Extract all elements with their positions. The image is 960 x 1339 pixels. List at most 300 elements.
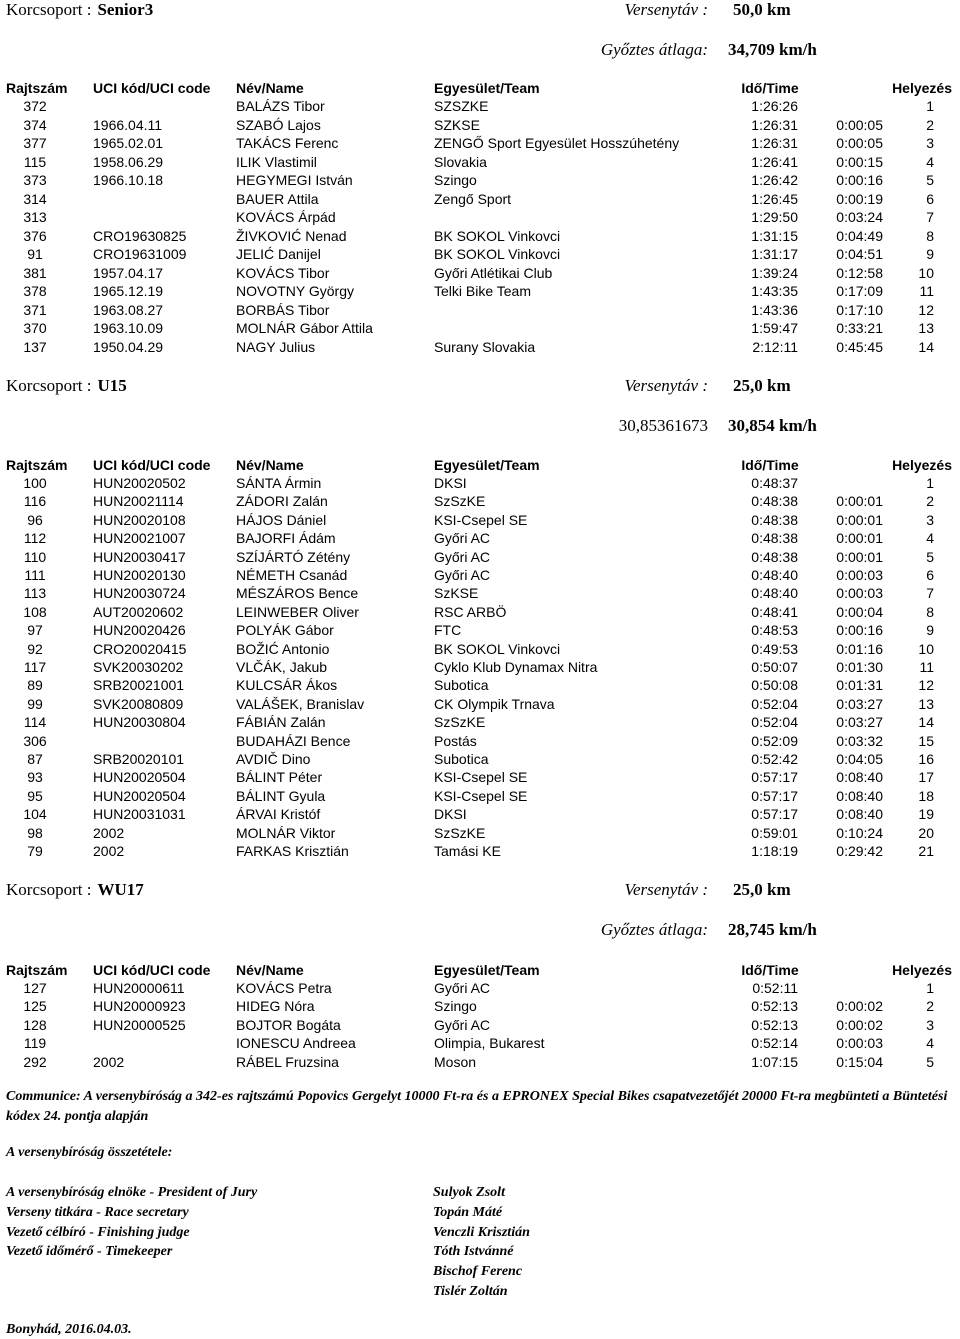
placing: 17 <box>918 769 934 786</box>
time-gap: 0:10:24 <box>836 824 883 841</box>
table-row <box>0 245 960 263</box>
time-gap: 0:01:30 <box>836 659 883 675</box>
bib-number: 91 <box>27 246 43 262</box>
bib-number: 137 <box>23 338 47 355</box>
time-gap: 0:04:05 <box>836 751 883 767</box>
rider-name: RÁBEL Fruzsina <box>236 1053 339 1070</box>
header-time: Idő/Time <box>741 962 799 978</box>
finish-time: 1:31:15 <box>751 227 798 244</box>
placing: 21 <box>918 843 934 859</box>
category-section <box>0 880 960 1081</box>
header-team: Egyesület/Team <box>434 80 540 96</box>
table-row <box>0 603 960 621</box>
category-section <box>0 376 960 870</box>
time-gap: 0:00:01 <box>836 548 883 565</box>
time-gap: 0:00:16 <box>836 172 883 188</box>
placing: 11 <box>919 659 934 675</box>
team-name: Győri AC <box>434 548 491 565</box>
placing: 3 <box>926 135 934 151</box>
header-time: Idő/Time <box>741 80 799 96</box>
rider-name: SZÍJÁRTÓ Zétény <box>236 548 351 565</box>
team-name: Győri AC <box>434 530 491 547</box>
time-gap: 0:00:02 <box>836 998 883 1015</box>
header-name: Név/Name <box>236 80 304 96</box>
rider-name: FÁBIÁN Zalán <box>236 714 326 731</box>
bib-number: 98 <box>27 824 43 841</box>
bib-number: 112 <box>23 530 47 547</box>
placing: 10 <box>918 640 934 657</box>
distance-value: 25,0 km <box>733 376 791 395</box>
rider-name: KOVÁCS Tibor <box>236 264 330 281</box>
header-team: Egyesület/Team <box>434 962 540 978</box>
finish-time: 0:57:17 <box>751 806 798 823</box>
time-gap: 0:17:10 <box>836 301 883 318</box>
finish-time: 2:12:11 <box>752 338 798 355</box>
time-gap: 0:04:51 <box>836 246 883 262</box>
uci-code: HUN20020504 <box>93 787 186 804</box>
table-row <box>0 97 960 115</box>
uci-code: HUN20020504 <box>93 769 186 786</box>
bib-number: 116 <box>23 493 47 510</box>
rider-name: SÁNTA Ármin <box>236 475 322 491</box>
placing: 4 <box>926 153 934 170</box>
finish-time: 0:52:13 <box>751 1016 798 1033</box>
table-row <box>0 695 960 713</box>
finish-time: 0:48:38 <box>751 530 798 547</box>
time-gap: 0:00:05 <box>836 116 883 133</box>
bib-number: 373 <box>23 172 47 188</box>
finish-time: 0:52:14 <box>751 1035 798 1052</box>
table-row <box>0 732 960 750</box>
finish-time: 0:48:41 <box>751 603 798 620</box>
rider-name: LEINWEBER Oliver <box>236 603 359 620</box>
table-row <box>0 1016 960 1034</box>
time-gap: 0:00:16 <box>836 622 883 639</box>
placing: 1 <box>926 980 934 996</box>
uci-code: SRB20021001 <box>93 677 185 694</box>
finish-time: 1:26:26 <box>751 98 798 114</box>
time-gap: 0:08:40 <box>836 769 883 786</box>
bib-number: 117 <box>23 659 47 675</box>
bib-number: 93 <box>27 769 43 786</box>
table-row <box>0 787 960 805</box>
finish-time: 1:26:31 <box>751 116 798 133</box>
uci-code: 1957.04.17 <box>93 264 164 281</box>
time-gap: 0:01:16 <box>836 640 883 657</box>
header-name: Név/Name <box>236 457 304 473</box>
jury-member: Venczli Krisztián <box>433 1224 530 1240</box>
team-name: Olimpia, Bukarest <box>434 1035 545 1052</box>
time-gap: 0:03:24 <box>836 209 883 225</box>
rider-name: KOVÁCS Árpád <box>236 209 336 225</box>
average-speed: 28,745 km/h <box>728 920 817 939</box>
placing: 12 <box>918 301 934 318</box>
rider-name: NOVOTNY György <box>236 283 354 299</box>
team-name: KSI-Csepel SE <box>434 787 528 804</box>
time-gap: 0:33:21 <box>836 320 883 336</box>
table-row <box>0 621 960 639</box>
table-row <box>0 640 960 658</box>
finish-time: 0:52:13 <box>751 998 798 1015</box>
table-row <box>0 676 960 694</box>
time-gap: 0:08:40 <box>836 787 883 804</box>
rider-name: BALÁZS Tibor <box>236 98 325 114</box>
average-label: Győztes átlaga: <box>600 40 708 59</box>
bib-number: 113 <box>23 585 47 602</box>
placing: 9 <box>926 246 934 262</box>
header-uci: UCI kód/UCI code <box>93 80 211 96</box>
time-gap: 0:00:15 <box>836 153 883 170</box>
rider-name: ÁRVAI Kristóf <box>236 806 321 823</box>
jury-role: Vezető célbíró - Finishing judge <box>6 1224 190 1240</box>
jury-role: Vezető időmérő - Timekeeper <box>6 1244 173 1260</box>
team-name: Zengő Sport <box>434 190 512 207</box>
table-row <box>0 979 960 997</box>
rider-name: JELIĆ Danijel <box>236 246 321 262</box>
uci-code: 1966.10.18 <box>93 172 164 188</box>
finish-time: 0:48:53 <box>751 622 798 639</box>
rider-name: HEGYMEGI István <box>236 172 353 188</box>
placing: 4 <box>926 1035 934 1052</box>
bib-number: 87 <box>27 751 43 767</box>
average-label: Győztes átlaga: <box>600 920 708 939</box>
uci-code: HUN20021114 <box>93 493 184 510</box>
category-label: Korcsoport : <box>6 0 92 19</box>
placing: 19 <box>918 806 934 823</box>
bib-number: 372 <box>23 98 47 114</box>
table-row <box>0 301 960 319</box>
rider-name: HIDEG Nóra <box>236 998 315 1015</box>
team-name: KSI-Csepel SE <box>434 511 528 528</box>
table-row <box>0 171 960 189</box>
category-value: U15 <box>97 376 127 395</box>
table-row <box>0 713 960 731</box>
time-gap: 0:15:04 <box>836 1053 883 1070</box>
jury-member: Tislér Zoltán <box>433 1284 508 1299</box>
finish-time: 0:48:40 <box>751 567 798 583</box>
uci-code: CRO20020415 <box>93 640 187 657</box>
team-name: DKSI <box>434 806 467 823</box>
uci-code: 2002 <box>93 843 125 859</box>
placing: 3 <box>926 1016 934 1033</box>
table-row <box>0 190 960 208</box>
finish-time: 1:26:41 <box>751 153 798 170</box>
uci-code: 1963.08.27 <box>93 301 164 318</box>
team-name: BK SOKOL Vinkovci <box>434 640 561 657</box>
team-name: Moson <box>434 1053 477 1070</box>
rider-name: KOVÁCS Petra <box>236 980 332 996</box>
uci-code: HUN20020502 <box>93 475 186 491</box>
table-row <box>0 566 960 584</box>
finish-time: 1:18:19 <box>751 843 798 859</box>
placing: 2 <box>926 116 934 133</box>
bib-number: 370 <box>23 320 47 336</box>
placing: 7 <box>926 585 934 602</box>
finish-time: 0:48:38 <box>751 493 798 510</box>
bib-number: 104 <box>23 806 47 823</box>
placing: 6 <box>926 190 934 207</box>
bib-number: 127 <box>23 980 47 996</box>
time-gap: 0:03:27 <box>836 695 883 712</box>
communique: Communice: A versenybíróság a 342-es rajtszámú Popovics Gergelyt 10000 Ft-ra és a EPRONEX Special Bikes csapatvezetőjét 20000 Ft-ra megbünteti a Büntetési kódex 24. pontja alapján <box>6 1089 948 1124</box>
finish-time: 0:50:08 <box>751 677 798 694</box>
category-value: Senior3 <box>97 0 154 19</box>
time-gap: 0:01:31 <box>836 677 883 694</box>
team-name: Subotica <box>434 751 489 767</box>
team-name: BK SOKOL Vinkovci <box>434 246 561 262</box>
finish-time: 0:52:42 <box>751 751 798 767</box>
placing: 6 <box>926 567 934 583</box>
time-gap: 0:03:32 <box>836 732 883 749</box>
placing: 20 <box>918 824 934 841</box>
placing: 8 <box>926 603 934 620</box>
uci-code: AUT20020602 <box>93 603 184 620</box>
rider-name: IONESCU Andreea <box>236 1035 356 1052</box>
placing: 16 <box>918 751 934 767</box>
table-row <box>0 319 960 337</box>
uci-code: HUN20030417 <box>93 548 186 565</box>
jury-member: Sulyok Zsolt <box>433 1185 505 1200</box>
bib-number: 381 <box>23 264 47 281</box>
table-row <box>0 1034 960 1052</box>
bib-number: 292 <box>23 1053 47 1070</box>
header-bib: Rajtszám <box>6 457 68 473</box>
time-gap: 0:17:09 <box>836 283 883 299</box>
rider-name: ŽIVKOVIĆ Nenad <box>236 227 347 244</box>
bib-number: 314 <box>23 190 47 207</box>
rider-name: BAUER Attila <box>236 190 319 207</box>
time-gap: 0:04:49 <box>836 227 883 244</box>
table-row <box>0 997 960 1015</box>
finish-time: 0:49:53 <box>751 640 798 657</box>
place-date: Bonyhád, 2016.04.03. <box>6 1322 132 1337</box>
rider-name: BUDAHÁZI Bence <box>236 732 351 749</box>
finish-time: 0:48:38 <box>751 511 798 528</box>
uci-code: CRO19630825 <box>93 227 187 244</box>
table-row <box>0 208 960 226</box>
bib-number: 376 <box>23 227 47 244</box>
bib-number: 306 <box>23 732 47 749</box>
header-rank: Helyezés <box>892 962 952 978</box>
rider-name: BÁLINT Péter <box>236 769 323 786</box>
time-gap: 0:45:45 <box>836 338 883 355</box>
finish-time: 1:43:35 <box>751 283 798 299</box>
table-row <box>0 492 960 510</box>
finish-time: 1:26:42 <box>751 172 798 188</box>
table-row <box>0 658 960 676</box>
bib-number: 99 <box>27 695 43 712</box>
time-gap: 0:00:03 <box>836 585 883 602</box>
distance-label: Versenytáv : <box>624 880 708 899</box>
bib-number: 115 <box>23 153 47 170</box>
table-row <box>0 529 960 547</box>
finish-time: 0:57:17 <box>751 787 798 804</box>
rider-name: MOLNÁR Gábor Attila <box>236 320 373 336</box>
bib-number: 125 <box>23 998 47 1015</box>
team-name: DKSI <box>434 475 467 491</box>
placing: 2 <box>926 493 934 510</box>
distance-label: Versenytáv : <box>624 0 708 19</box>
bib-number: 100 <box>23 475 47 491</box>
team-name: FTC <box>434 622 462 639</box>
placing: 3 <box>926 511 934 528</box>
uci-code: 1950.04.29 <box>93 338 164 355</box>
team-name: Surany Slovakia <box>434 338 536 355</box>
placing: 13 <box>918 695 934 712</box>
rider-name: TAKÁCS Ferenc <box>236 135 339 151</box>
finish-time: 1:07:15 <box>751 1053 798 1070</box>
finish-time: 0:57:17 <box>751 769 798 786</box>
category-line <box>6 0 153 20</box>
rider-name: MÉSZÁROS Bence <box>236 585 359 602</box>
rider-name: VLČÁK, Jakub <box>236 659 328 675</box>
team-name: Győri AC <box>434 567 491 583</box>
finish-time: 1:26:31 <box>751 135 798 151</box>
uci-code: 1966.04.11 <box>93 116 163 133</box>
team-name: SzKSE <box>434 585 479 602</box>
placing: 1 <box>926 98 934 114</box>
header-bib: Rajtszám <box>6 962 68 978</box>
time-gap: 0:12:58 <box>836 264 883 281</box>
team-name: Szingo <box>434 172 477 188</box>
placing: 12 <box>918 677 934 694</box>
bib-number: 378 <box>23 283 47 299</box>
bib-number: 111 <box>24 567 46 583</box>
table-row <box>0 282 960 300</box>
team-name: Cyklo Klub Dynamax Nitra <box>434 659 598 675</box>
team-name: Postás <box>434 732 477 749</box>
uci-code: HUN20020426 <box>93 622 186 639</box>
rider-name: BOJTOR Bogáta <box>236 1016 341 1033</box>
table-row <box>0 511 960 529</box>
table-row <box>0 153 960 171</box>
table-row <box>0 338 960 356</box>
uci-code: HUN20020108 <box>93 511 186 528</box>
table-row <box>0 474 960 492</box>
finish-time: 1:29:50 <box>751 209 798 225</box>
header-bib: Rajtszám <box>6 80 68 96</box>
finish-time: 1:43:36 <box>751 301 798 318</box>
bib-number: 79 <box>27 843 43 859</box>
team-name: Szingo <box>434 998 477 1015</box>
team-name: Slovakia <box>434 153 487 170</box>
header-time: Idő/Time <box>741 457 799 473</box>
rider-name: SZABÓ Lajos <box>236 116 321 133</box>
team-name: ZENGŐ Sport Egyesület Hosszúhetény <box>434 135 680 151</box>
rider-name: ILIK Vlastimil <box>236 153 317 170</box>
uci-code: SVK20080809 <box>93 695 184 712</box>
bib-number: 374 <box>23 116 47 133</box>
bib-number: 96 <box>27 511 43 528</box>
header-name: Név/Name <box>236 962 304 978</box>
finish-time: 0:48:40 <box>751 585 798 602</box>
uci-code: 1963.10.09 <box>93 320 164 336</box>
team-name: Tamási KE <box>434 843 501 859</box>
table-header <box>0 456 960 474</box>
rider-name: POLYÁK Gábor <box>236 622 334 639</box>
bib-number: 89 <box>27 677 43 694</box>
bib-number: 313 <box>23 209 47 225</box>
header-rank: Helyezés <box>892 80 952 96</box>
time-gap: 0:00:05 <box>836 135 883 151</box>
table-row <box>0 548 960 566</box>
finish-time: 1:59:47 <box>751 320 798 336</box>
team-name: Subotica <box>434 677 489 694</box>
average-speed: 34,709 km/h <box>728 40 817 59</box>
table-row <box>0 805 960 823</box>
time-gap: 0:00:02 <box>836 1016 883 1033</box>
team-name: Győri AC <box>434 980 491 996</box>
jury-member: Topán Máté <box>433 1204 503 1220</box>
placing: 1 <box>926 475 934 491</box>
rider-name: VALÁŠEK, Branislav <box>236 695 365 712</box>
table-row <box>0 750 960 768</box>
header-team: Egyesület/Team <box>434 457 540 473</box>
time-gap: 0:00:01 <box>836 511 883 528</box>
finish-time: 1:31:17 <box>751 246 798 262</box>
finish-time: 0:52:04 <box>751 714 798 731</box>
rider-name: AVDIČ Dino <box>236 751 311 767</box>
time-gap: 0:00:03 <box>836 567 883 583</box>
team-name: Telki Bike Team <box>434 283 532 299</box>
header-uci: UCI kód/UCI code <box>93 962 211 978</box>
jury-member: Tóth Istvánné <box>433 1244 514 1260</box>
placing: 15 <box>918 732 934 749</box>
header-rank: Helyezés <box>892 457 952 473</box>
uci-code: HUN20031031 <box>93 806 186 823</box>
team-name: SZSZKE <box>434 98 489 114</box>
finish-time: 1:26:45 <box>751 190 798 207</box>
uci-code: 2002 <box>93 824 125 841</box>
placing: 8 <box>926 227 934 244</box>
table-row <box>0 116 960 134</box>
bib-number: 108 <box>23 603 47 620</box>
uci-code: HUN20020130 <box>93 567 186 583</box>
rider-name: NAGY Julius <box>236 338 316 355</box>
uci-code: 1965.02.01 <box>93 135 164 151</box>
jury-title: A versenybíróság összetétele: <box>6 1145 173 1160</box>
bib-number: 371 <box>23 301 47 318</box>
finish-time: 0:48:37 <box>751 475 798 491</box>
rider-name: BAJORFI Ádám <box>236 530 336 547</box>
placing: 5 <box>926 548 934 565</box>
placing: 4 <box>926 530 934 547</box>
placing: 5 <box>926 172 934 188</box>
finish-time: 0:52:09 <box>751 732 798 749</box>
team-name: SzSzKE <box>434 493 486 510</box>
category-line <box>6 880 144 900</box>
placing: 18 <box>918 787 934 804</box>
category-section <box>0 0 960 366</box>
bib-number: 97 <box>27 622 43 639</box>
distance-value: 50,0 km <box>733 0 791 19</box>
category-label: Korcsoport : <box>6 376 92 395</box>
placing: 13 <box>918 320 934 336</box>
time-gap: 0:00:04 <box>836 603 883 620</box>
finish-time: 0:52:04 <box>751 695 798 712</box>
team-name: SzSzKE <box>434 824 486 841</box>
table-row <box>0 842 960 860</box>
uci-code: HUN20030724 <box>93 585 186 602</box>
rider-name: BORBÁS Tibor <box>236 301 330 318</box>
team-name: SZKSE <box>434 116 480 133</box>
table-header <box>0 961 960 979</box>
table-row <box>0 134 960 152</box>
uci-code: HUN20030804 <box>93 714 186 731</box>
time-gap: 0:00:01 <box>836 493 883 510</box>
jury-role: A versenybíróság elnöke - President of Jury <box>6 1185 258 1200</box>
finish-time: 1:39:24 <box>751 264 798 281</box>
